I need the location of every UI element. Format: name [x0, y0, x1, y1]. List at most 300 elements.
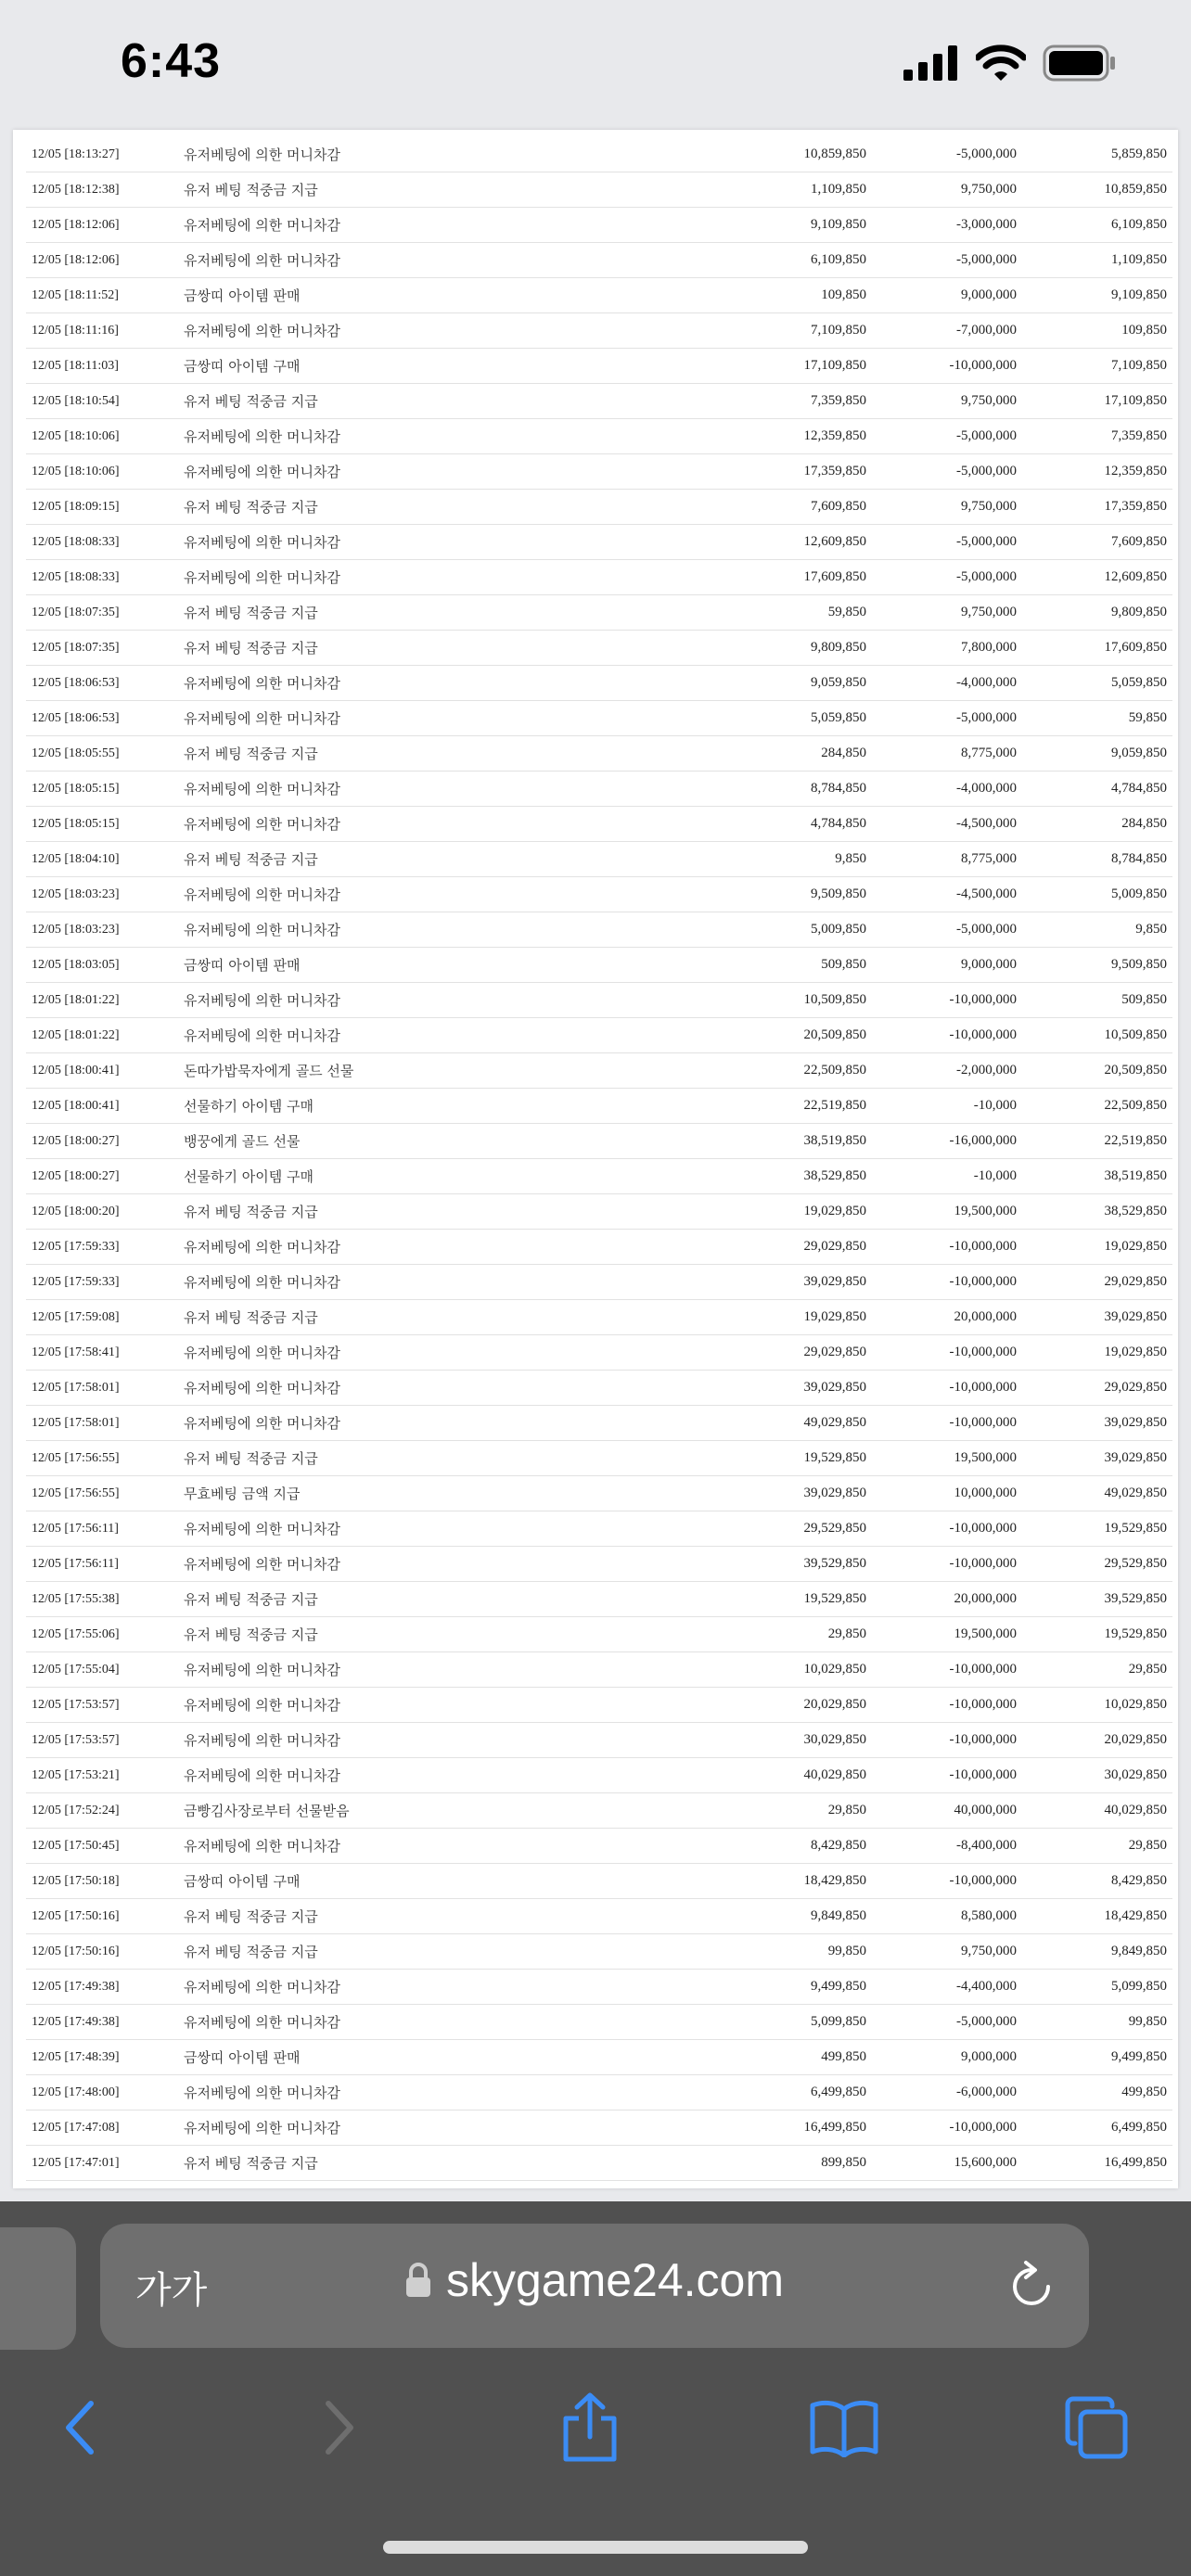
row-description: 유저베팅에 의한 머니차감	[178, 2005, 467, 2040]
row-amount-change: -10,000,000	[872, 1018, 1022, 1053]
table-row	[26, 1159, 1172, 1194]
row-balance-after: 99,850	[1022, 2005, 1172, 2040]
row-description: 유저베팅에 의한 머니차감	[178, 2075, 467, 2111]
table-row	[26, 313, 1172, 349]
table-row	[26, 243, 1172, 278]
row-description: 유저베팅에 의한 머니차감	[178, 701, 467, 736]
table-row	[26, 1934, 1172, 1970]
table-row	[26, 595, 1172, 631]
row-spacer	[467, 243, 722, 278]
table-row	[26, 1406, 1172, 1441]
row-balance-after: 29,529,850	[1022, 1547, 1172, 1582]
row-description: 유저베팅에 의한 머니차감	[178, 1371, 467, 1406]
row-balance-after: 8,429,850	[1022, 1864, 1172, 1899]
row-spacer	[467, 1934, 722, 1970]
row-balance-before: 29,529,850	[722, 1511, 872, 1547]
row-time: 12/05 [18:00:27]	[26, 1124, 178, 1159]
row-balance-after: 22,519,850	[1022, 1124, 1172, 1159]
row-balance-before: 509,850	[722, 948, 872, 983]
row-time: 12/05 [17:52:24]	[26, 1793, 178, 1829]
row-amount-change: -10,000,000	[872, 1652, 1022, 1688]
row-balance-after: 499,850	[1022, 2075, 1172, 2111]
address-bar[interactable]	[100, 2224, 1089, 2348]
table-row	[26, 1053, 1172, 1089]
row-balance-before: 99,850	[722, 1934, 872, 1970]
table-row	[26, 1547, 1172, 1582]
row-balance-after: 10,859,850	[1022, 172, 1172, 208]
row-balance-before: 6,499,850	[722, 2075, 872, 2111]
row-balance-after: 17,359,850	[1022, 490, 1172, 525]
row-balance-after: 17,609,850	[1022, 631, 1172, 666]
table-row	[26, 912, 1172, 948]
share-button[interactable]	[553, 2391, 627, 2465]
reload-icon[interactable]	[1007, 2259, 1056, 2311]
table-row	[26, 2146, 1172, 2181]
row-balance-before: 10,859,850	[722, 137, 872, 172]
row-balance-after: 39,029,850	[1022, 1441, 1172, 1476]
row-time: 12/05 [17:56:11]	[26, 1547, 178, 1582]
row-spacer	[467, 595, 722, 631]
table-row	[26, 1089, 1172, 1124]
row-balance-after: 19,529,850	[1022, 1511, 1172, 1547]
previous-tab-preview[interactable]	[0, 2227, 76, 2350]
row-balance-after: 12,359,850	[1022, 454, 1172, 490]
row-balance-before: 17,359,850	[722, 454, 872, 490]
row-time: 12/05 [18:09:15]	[26, 490, 178, 525]
row-spacer	[467, 666, 722, 701]
row-time: 12/05 [18:11:16]	[26, 313, 178, 349]
row-spacer	[467, 1793, 722, 1829]
row-balance-after: 5,859,850	[1022, 137, 1172, 172]
row-amount-change: -10,000,000	[872, 1688, 1022, 1723]
row-spacer	[467, 278, 722, 313]
share-icon	[560, 2392, 620, 2463]
row-description: 유저베팅에 의한 머니차감	[178, 1335, 467, 1371]
row-spacer	[467, 1371, 722, 1406]
row-balance-after: 509,850	[1022, 983, 1172, 1018]
row-spacer	[467, 2146, 722, 2181]
row-amount-change: -10,000,000	[872, 983, 1022, 1018]
row-amount-change: -6,000,000	[872, 2075, 1022, 2111]
table-row	[26, 1793, 1172, 1829]
row-balance-after: 39,529,850	[1022, 1582, 1172, 1617]
row-balance-after: 22,509,850	[1022, 1089, 1172, 1124]
table-row	[26, 842, 1172, 877]
row-balance-after: 18,429,850	[1022, 1899, 1172, 1934]
row-amount-change: 20,000,000	[872, 1300, 1022, 1335]
row-time: 12/05 [17:47:08]	[26, 2111, 178, 2146]
table-row	[26, 560, 1172, 595]
row-description: 유저베팅에 의한 머니차감	[178, 1018, 467, 1053]
table-row	[26, 1018, 1172, 1053]
row-time: 12/05 [17:53:21]	[26, 1758, 178, 1793]
row-balance-after: 5,099,850	[1022, 1970, 1172, 2005]
row-time: 12/05 [17:47:01]	[26, 2146, 178, 2181]
row-balance-before: 19,029,850	[722, 1300, 872, 1335]
row-spacer	[467, 1758, 722, 1793]
row-amount-change: -5,000,000	[872, 243, 1022, 278]
back-button[interactable]	[43, 2391, 117, 2465]
row-description: 유저베팅에 의한 머니차감	[178, 454, 467, 490]
row-balance-after: 7,609,850	[1022, 525, 1172, 560]
row-balance-before: 22,509,850	[722, 1053, 872, 1089]
row-time: 12/05 [18:06:53]	[26, 701, 178, 736]
row-balance-after: 6,109,850	[1022, 208, 1172, 243]
row-description: 선물하기 아이템 구매	[178, 1159, 467, 1194]
row-description: 유저 베팅 적중금 지급	[178, 1194, 467, 1230]
row-amount-change: -4,500,000	[872, 807, 1022, 842]
row-time: 12/05 [18:12:06]	[26, 208, 178, 243]
row-balance-before: 7,609,850	[722, 490, 872, 525]
row-description: 유저베팅에 의한 머니차감	[178, 983, 467, 1018]
row-time: 12/05 [17:50:18]	[26, 1864, 178, 1899]
row-time: 12/05 [18:10:06]	[26, 419, 178, 454]
row-time: 12/05 [17:56:55]	[26, 1476, 178, 1511]
row-description: 유저 베팅 적중금 지급	[178, 1300, 467, 1335]
row-description: 유저 베팅 적중금 지급	[178, 2146, 467, 2181]
row-spacer	[467, 842, 722, 877]
row-balance-after: 6,499,850	[1022, 2111, 1172, 2146]
row-description: 유저베팅에 의한 머니차감	[178, 560, 467, 595]
row-time: 12/05 [17:59:08]	[26, 1300, 178, 1335]
row-spacer	[467, 1864, 722, 1899]
row-spacer	[467, 490, 722, 525]
row-time: 12/05 [18:11:52]	[26, 278, 178, 313]
row-description: 금쌍띠 아이템 구매	[178, 349, 467, 384]
row-balance-before: 4,784,850	[722, 807, 872, 842]
row-balance-before: 109,850	[722, 278, 872, 313]
table-row	[26, 1335, 1172, 1371]
row-description: 유저베팅에 의한 머니차감	[178, 1406, 467, 1441]
row-balance-before: 9,509,850	[722, 877, 872, 912]
row-spacer	[467, 1194, 722, 1230]
row-spacer	[467, 208, 722, 243]
row-amount-change: -3,000,000	[872, 208, 1022, 243]
row-amount-change: -4,000,000	[872, 666, 1022, 701]
table-row	[26, 2111, 1172, 2146]
table-row	[26, 948, 1172, 983]
row-description: 선물하기 아이템 구매	[178, 1089, 467, 1124]
row-description: 유저베팅에 의한 머니차감	[178, 772, 467, 807]
table-row	[26, 1688, 1172, 1723]
row-time: 12/05 [18:10:06]	[26, 454, 178, 490]
row-spacer	[467, 1053, 722, 1089]
row-description: 유저베팅에 의한 머니차감	[178, 1547, 467, 1582]
row-balance-before: 38,529,850	[722, 1159, 872, 1194]
row-balance-before: 39,029,850	[722, 1265, 872, 1300]
table-row	[26, 701, 1172, 736]
cellular-signal-icon	[903, 45, 959, 81]
book-icon	[809, 2398, 879, 2457]
table-row	[26, 2075, 1172, 2111]
row-balance-after: 38,519,850	[1022, 1159, 1172, 1194]
row-time: 12/05 [17:50:45]	[26, 1829, 178, 1864]
forward-button[interactable]	[302, 2391, 377, 2465]
row-description: 유저 베팅 적중금 지급	[178, 1582, 467, 1617]
row-description: 유저 베팅 적중금 지급	[178, 595, 467, 631]
row-time: 12/05 [17:53:57]	[26, 1688, 178, 1723]
row-balance-before: 19,529,850	[722, 1441, 872, 1476]
row-spacer	[467, 948, 722, 983]
table-row	[26, 983, 1172, 1018]
row-balance-after: 284,850	[1022, 807, 1172, 842]
row-description: 유저베팅에 의한 머니차감	[178, 243, 467, 278]
table-row	[26, 2040, 1172, 2075]
table-row	[26, 2005, 1172, 2040]
table-row	[26, 490, 1172, 525]
bookmarks-button[interactable]	[807, 2391, 881, 2465]
row-balance-before: 9,059,850	[722, 666, 872, 701]
row-time: 12/05 [17:55:06]	[26, 1617, 178, 1652]
row-balance-before: 9,849,850	[722, 1899, 872, 1934]
row-balance-after: 38,529,850	[1022, 1194, 1172, 1230]
row-balance-before: 7,359,850	[722, 384, 872, 419]
row-amount-change: 15,600,000	[872, 2146, 1022, 2181]
table-row	[26, 1723, 1172, 1758]
row-amount-change: 9,000,000	[872, 278, 1022, 313]
row-balance-before: 12,609,850	[722, 525, 872, 560]
row-amount-change: -10,000,000	[872, 1547, 1022, 1582]
row-spacer	[467, 1300, 722, 1335]
row-amount-change: 20,000,000	[872, 1582, 1022, 1617]
chevron-right-icon	[321, 2400, 358, 2455]
row-amount-change: -5,000,000	[872, 419, 1022, 454]
row-time: 12/05 [17:55:38]	[26, 1582, 178, 1617]
row-balance-after: 10,029,850	[1022, 1688, 1172, 1723]
table-row	[26, 419, 1172, 454]
row-balance-after: 5,059,850	[1022, 666, 1172, 701]
row-spacer	[467, 1265, 722, 1300]
row-time: 12/05 [18:08:33]	[26, 560, 178, 595]
chevron-left-icon	[61, 2400, 98, 2455]
home-indicator	[383, 2541, 808, 2554]
row-time: 12/05 [18:10:54]	[26, 384, 178, 419]
row-description: 유저베팅에 의한 머니차감	[178, 666, 467, 701]
row-balance-before: 20,509,850	[722, 1018, 872, 1053]
row-amount-change: -5,000,000	[872, 912, 1022, 948]
row-spacer	[467, 1089, 722, 1124]
row-balance-after: 9,499,850	[1022, 2040, 1172, 2075]
table-row	[26, 807, 1172, 842]
row-amount-change: 19,500,000	[872, 1441, 1022, 1476]
row-balance-after: 19,529,850	[1022, 1617, 1172, 1652]
row-description: 유저베팅에 의한 머니차감	[178, 525, 467, 560]
row-description: 돈따가밥묵자에게 골드 선물	[178, 1053, 467, 1089]
row-amount-change: 8,775,000	[872, 736, 1022, 772]
row-time: 12/05 [18:04:10]	[26, 842, 178, 877]
row-spacer	[467, 560, 722, 595]
row-balance-after: 40,029,850	[1022, 1793, 1172, 1829]
row-balance-after: 20,029,850	[1022, 1723, 1172, 1758]
row-spacer	[467, 454, 722, 490]
row-amount-change: -10,000,000	[872, 1758, 1022, 1793]
row-balance-after: 19,029,850	[1022, 1335, 1172, 1371]
url-display[interactable]	[100, 2253, 1089, 2307]
row-balance-before: 59,850	[722, 595, 872, 631]
row-balance-before: 10,029,850	[722, 1652, 872, 1688]
table-row	[26, 877, 1172, 912]
safari-address-area	[0, 2201, 1191, 2353]
row-amount-change: -10,000,000	[872, 1406, 1022, 1441]
table-row	[26, 172, 1172, 208]
row-balance-before: 39,029,850	[722, 1371, 872, 1406]
row-balance-after: 39,029,850	[1022, 1406, 1172, 1441]
row-time: 12/05 [17:48:39]	[26, 2040, 178, 2075]
row-amount-change: 8,580,000	[872, 1899, 1022, 1934]
row-amount-change: -16,000,000	[872, 1124, 1022, 1159]
row-spacer	[467, 384, 722, 419]
row-amount-change: -5,000,000	[872, 137, 1022, 172]
row-balance-before: 29,850	[722, 1617, 872, 1652]
table-row	[26, 666, 1172, 701]
row-amount-change: -10,000,000	[872, 1371, 1022, 1406]
row-time: 12/05 [18:07:35]	[26, 595, 178, 631]
row-description: 금쌍띠 아이템 판매	[178, 2040, 467, 2075]
row-balance-after: 9,850	[1022, 912, 1172, 948]
row-balance-before: 29,029,850	[722, 1230, 872, 1265]
row-balance-before: 40,029,850	[722, 1758, 872, 1793]
url-text: skygame24.com	[445, 2254, 785, 2306]
row-description: 금쌍띠 아이템 구매	[178, 1864, 467, 1899]
row-spacer	[467, 1970, 722, 2005]
row-time: 12/05 [18:05:55]	[26, 736, 178, 772]
row-balance-before: 284,850	[722, 736, 872, 772]
row-description: 뱅꿍에게 골드 선물	[178, 1124, 467, 1159]
row-amount-change: 9,750,000	[872, 595, 1022, 631]
row-balance-before: 19,529,850	[722, 1582, 872, 1617]
row-time: 12/05 [18:13:27]	[26, 137, 178, 172]
row-spacer	[467, 1547, 722, 1582]
row-balance-before: 38,519,850	[722, 1124, 872, 1159]
table-row	[26, 1652, 1172, 1688]
row-balance-before: 19,029,850	[722, 1194, 872, 1230]
table-row	[26, 525, 1172, 560]
row-balance-before: 7,109,850	[722, 313, 872, 349]
row-time: 12/05 [18:07:35]	[26, 631, 178, 666]
table-row	[26, 454, 1172, 490]
row-balance-before: 49,029,850	[722, 1406, 872, 1441]
table-row	[26, 772, 1172, 807]
row-spacer	[467, 1335, 722, 1371]
row-balance-before: 22,519,850	[722, 1089, 872, 1124]
row-spacer	[467, 1899, 722, 1934]
row-description: 유저베팅에 의한 머니차감	[178, 2111, 467, 2146]
row-description: 유저 베팅 적중금 지급	[178, 1899, 467, 1934]
row-time: 12/05 [18:03:23]	[26, 912, 178, 948]
row-balance-before: 9,809,850	[722, 631, 872, 666]
row-amount-change: -10,000,000	[872, 349, 1022, 384]
row-balance-before: 1,109,850	[722, 172, 872, 208]
row-spacer	[467, 877, 722, 912]
row-time: 12/05 [17:53:57]	[26, 1723, 178, 1758]
row-spacer	[467, 1582, 722, 1617]
row-amount-change: -4,000,000	[872, 772, 1022, 807]
row-balance-after: 29,850	[1022, 1829, 1172, 1864]
row-amount-change: 8,775,000	[872, 842, 1022, 877]
row-description: 유저베팅에 의한 머니차감	[178, 807, 467, 842]
table-row	[26, 1864, 1172, 1899]
row-balance-before: 17,609,850	[722, 560, 872, 595]
row-spacer	[467, 2075, 722, 2111]
row-spacer	[467, 1688, 722, 1723]
row-time: 12/05 [18:08:33]	[26, 525, 178, 560]
row-description: 유저베팅에 의한 머니차감	[178, 1230, 467, 1265]
row-balance-after: 29,029,850	[1022, 1371, 1172, 1406]
row-balance-before: 10,509,850	[722, 983, 872, 1018]
row-time: 12/05 [17:56:11]	[26, 1511, 178, 1547]
row-amount-change: -10,000,000	[872, 1511, 1022, 1547]
table-row	[26, 137, 1172, 172]
row-spacer	[467, 631, 722, 666]
status-time: 6:43	[121, 34, 222, 88]
row-description: 유저베팅에 의한 머니차감	[178, 313, 467, 349]
tabs-button[interactable]	[1059, 2391, 1133, 2465]
row-amount-change: -10,000,000	[872, 1723, 1022, 1758]
row-spacer	[467, 1476, 722, 1511]
row-balance-after: 9,109,850	[1022, 278, 1172, 313]
row-balance-before: 29,850	[722, 1793, 872, 1829]
row-spacer	[467, 137, 722, 172]
table-row	[26, 1371, 1172, 1406]
money-history-table	[26, 137, 1172, 2181]
row-balance-before: 17,109,850	[722, 349, 872, 384]
row-balance-after: 29,029,850	[1022, 1265, 1172, 1300]
text-size-button[interactable]: 가가	[135, 2269, 208, 2312]
table-row	[26, 278, 1172, 313]
row-balance-before: 8,784,850	[722, 772, 872, 807]
row-balance-after: 7,109,850	[1022, 349, 1172, 384]
wifi-icon	[976, 45, 1026, 82]
row-description: 유저베팅에 의한 머니차감	[178, 877, 467, 912]
row-time: 12/05 [17:55:04]	[26, 1652, 178, 1688]
row-amount-change: -10,000,000	[872, 2111, 1022, 2146]
row-amount-change: -10,000	[872, 1089, 1022, 1124]
row-spacer	[467, 1124, 722, 1159]
row-balance-before: 12,359,850	[722, 419, 872, 454]
row-balance-after: 19,029,850	[1022, 1230, 1172, 1265]
row-amount-change: 9,750,000	[872, 1934, 1022, 1970]
row-amount-change: -4,400,000	[872, 1970, 1022, 2005]
row-description: 유저베팅에 의한 머니차감	[178, 1652, 467, 1688]
row-amount-change: -5,000,000	[872, 701, 1022, 736]
row-balance-after: 9,849,850	[1022, 1934, 1172, 1970]
table-row	[26, 1617, 1172, 1652]
row-time: 12/05 [18:05:15]	[26, 772, 178, 807]
row-description: 유저베팅에 의한 머니차감	[178, 1511, 467, 1547]
battery-icon	[1043, 45, 1117, 82]
row-time: 12/05 [18:03:23]	[26, 877, 178, 912]
row-spacer	[467, 419, 722, 454]
row-balance-before: 899,850	[722, 2146, 872, 2181]
row-amount-change: -5,000,000	[872, 2005, 1022, 2040]
row-time: 12/05 [17:58:41]	[26, 1335, 178, 1371]
row-balance-after: 10,509,850	[1022, 1018, 1172, 1053]
row-spacer	[467, 912, 722, 948]
row-balance-after: 8,784,850	[1022, 842, 1172, 877]
table-row	[26, 1970, 1172, 2005]
row-time: 12/05 [18:00:41]	[26, 1053, 178, 1089]
row-amount-change: 9,000,000	[872, 948, 1022, 983]
lock-icon	[405, 2263, 431, 2298]
row-time: 12/05 [17:56:55]	[26, 1441, 178, 1476]
row-time: 12/05 [18:00:41]	[26, 1089, 178, 1124]
table-row	[26, 1511, 1172, 1547]
table-row	[26, 384, 1172, 419]
row-balance-after: 29,850	[1022, 1652, 1172, 1688]
table-row	[26, 1582, 1172, 1617]
row-amount-change: -5,000,000	[872, 454, 1022, 490]
row-spacer	[467, 525, 722, 560]
